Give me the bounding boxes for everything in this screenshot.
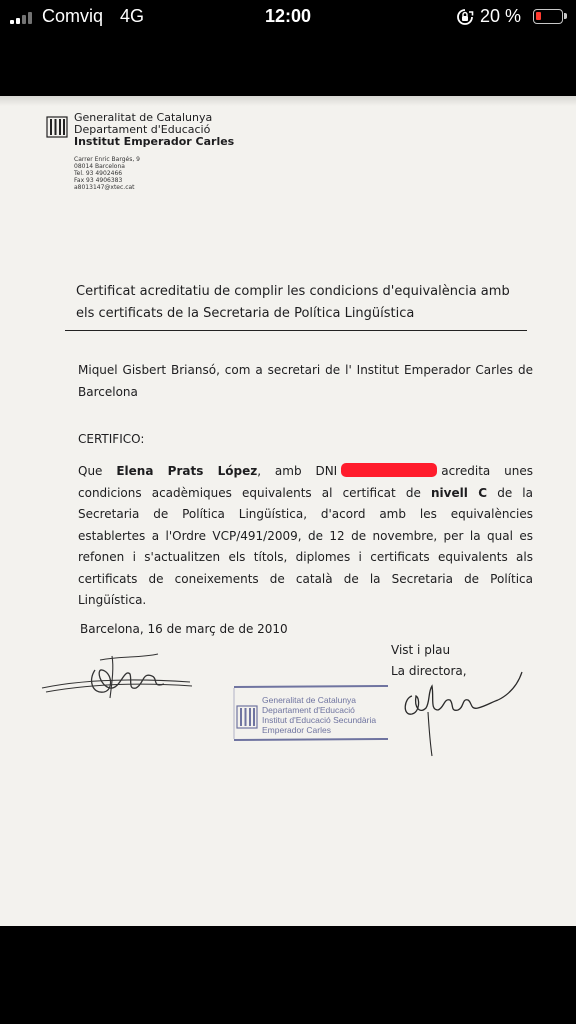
vist-i-plau: Vist i plau [391, 643, 451, 657]
photo-bottom-border [0, 926, 576, 1024]
certification-paragraph [78, 461, 533, 612]
body-que: Que [78, 464, 103, 478]
clock: 12:00 [264, 6, 312, 26]
title-divider [65, 330, 527, 331]
address-line: Carrer Enric Bargés, 9 [74, 156, 140, 163]
document-photo [0, 96, 576, 926]
stamp-line-2: Departament d'Educació [262, 705, 355, 715]
org-line-1: Generalitat de Catalunya [74, 111, 213, 124]
battery-percentage: 20 % [480, 6, 522, 26]
battery-icon [533, 9, 563, 24]
address-line: a8013147@xtec.cat [74, 184, 135, 191]
redacted-dni [341, 463, 437, 477]
date-line: Barcelona, 16 de març de de 2010 [80, 622, 288, 636]
battery-cap [564, 13, 567, 19]
status-bar [0, 0, 576, 34]
intro-text: , com a secretari de l' Institut Emperador Carles de Barcelona [78, 363, 533, 399]
org-line-2: Departament d'Educació [74, 123, 211, 136]
org-line-3: Institut Emperador Carles [74, 135, 235, 148]
body-amb-dni: , amb DNI [257, 464, 338, 478]
carrier-name: Comviq [42, 6, 104, 26]
certifico-label: CERTIFICO: [78, 432, 145, 446]
stamp-line-4: Emperador Carles [262, 725, 331, 735]
address-line: 08014 Barcelona [74, 163, 125, 170]
network-type: 4G [120, 6, 145, 26]
level-text: nivell C [430, 485, 488, 500]
stamp-line-1: Generalitat de Catalunya [262, 695, 357, 705]
orientation-lock-icon [456, 8, 474, 26]
la-directora: La directora, [391, 664, 467, 678]
stamp-generalitat-icon [236, 705, 258, 729]
director-signature [398, 668, 528, 758]
certificate-title: Certificat acreditatiu de complir les condicions d'equivalència amb els certificats de la Secretaria de Política Lingüística [76, 284, 510, 321]
student-name: Elena Prats López [116, 464, 258, 478]
body-text-1: acredita unes condicions acadèmiques equivalents al certificat de [78, 464, 533, 500]
paper-edge-shadow [0, 96, 576, 106]
secretary-name: Miquel Gisbert Briansó [78, 363, 217, 377]
stamp-line-3: Institut d'Educació Secundària [262, 715, 377, 725]
battery-level-fill [536, 12, 541, 20]
body-text-2: de la Secretaria de Política Lingüística, d'acord amb les equivalències establertes a l'Ordre VCP/491/2009, de 12 de novembre, per la qual es refonen i s'actualitzen els títols, diplomes i certificats equivalents als certificats de coneixements de català de la Secretaria de Política Lingüística. [78, 485, 533, 607]
generalitat-logo-icon [46, 116, 68, 138]
address-line: Fax 93 4906383 [74, 177, 123, 184]
address-line: Tel. 93 4902466 [74, 170, 123, 177]
secretary-signature [40, 648, 230, 706]
intro-paragraph [78, 360, 533, 403]
